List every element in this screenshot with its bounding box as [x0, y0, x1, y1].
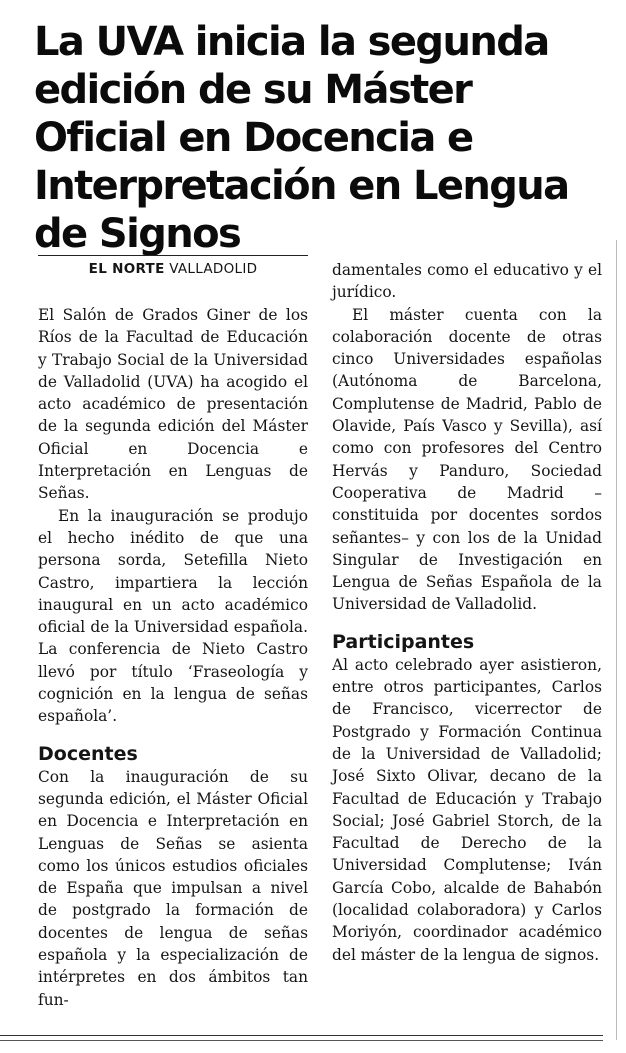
paragraph: El Salón de Grados Giner de los Ríos de la Facultad de Educación y Trabajo Social de la Universidad de Valladolid (UVA) ha acogido el acto académico de presentación de la segunda edición del Máster Oficial en Docencia e Interpretación en Lenguas de Señas. [38, 306, 308, 503]
subhead-participantes: Participantes [332, 630, 475, 653]
column-rule [616, 240, 617, 1040]
bottom-rule [0, 1035, 603, 1036]
paragraph: El máster cuenta con la colaboración docente de otras cinco Universidades españolas (Autónoma de Barcelona, Complutense de Madrid, Pablo de Olavide, País Vasco y Sevilla), así como con profesores del Centro Hervás y Panduro, Sociedad Cooperativa de Madrid –constituida por docentes sordos señantes– y con los de la Unidad Singular de Investigación en Lengua de Señas Española de la Universidad de Valladolid. [332, 305, 602, 614]
paragraph: damentales como el educativo y el jurídico. [332, 261, 602, 302]
byline [38, 255, 308, 278]
article-column-left [38, 255, 308, 1011]
bottom-rule-secondary [0, 1040, 603, 1041]
headline: La UVA inicia la segunda edición de su Máster Oficial en Docencia e Interpretación en Lengua de Signos [34, 19, 569, 257]
paragraph: Al acto celebrado ayer asistieron, entre otros participantes, Carlos de Francisco, vicerrector de Postgrado y Formación Continua de la Universidad de Valladolid; José Sixto Olivar, decano de la Facultad de Educación y Trabajo Social; José Gabriel Storch, de la Facultad de Derecho de la Universidad Complutense; Iván García Cobo, alcalde de Bahabón (localidad colaboradora) y Carlos Moriyón, coordinador académico del máster de la lengua de signos. [332, 655, 602, 964]
paragraph: En la inauguración se produjo el hecho inédito de que una persona sorda, Setefilla Nieto Castro, impartiera la lección inaugural en un acto académico oficial de la Universidad española. La conferencia de Nieto Castro llevó por título ‘Fraseología y cognición en la lengua de señas española’. [38, 506, 308, 726]
byline-org: EL NORTE [88, 261, 165, 277]
subhead-docentes: Docentes [38, 742, 138, 765]
byline-place: VALLADOLID [169, 261, 258, 277]
paragraph: Con la inauguración de su segunda edición, el Máster Oficial en Docencia e Interpretación en Lenguas de Señas se asienta como los únicos estudios oficiales de España que impulsan a nivel de postgrado la formación de docentes de lengua de señas española y la especialización de intérpretes en dos ámbitos tan fun- [38, 767, 308, 1009]
article-column-right [332, 259, 602, 966]
